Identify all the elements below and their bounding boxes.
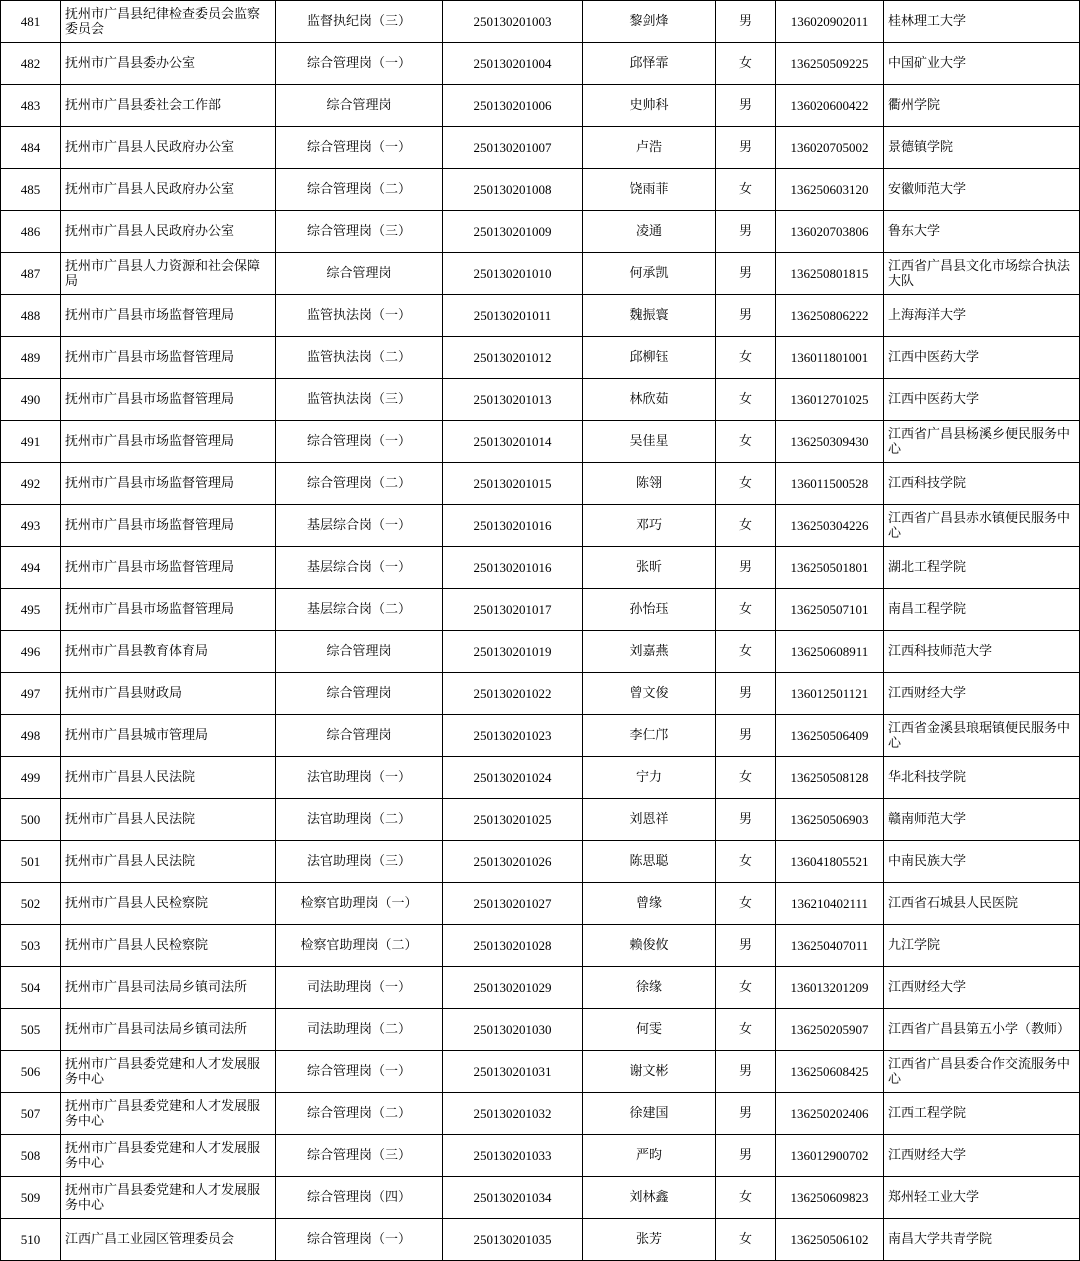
cell-candidate-name: 何承凯: [583, 253, 716, 295]
cell-position: 综合管理岗（二）: [276, 463, 443, 505]
cell-gender: 女: [716, 967, 776, 1009]
cell-serial-number: 501: [1, 841, 61, 883]
cell-position: 综合管理岗（一）: [276, 421, 443, 463]
table-row: [1, 799, 1080, 841]
cell-employing-unit: 江西广昌工业园区管理委员会: [61, 1219, 276, 1261]
cell-gender: 女: [716, 337, 776, 379]
cell-exam-number: 136250608425: [776, 1051, 884, 1093]
cell-exam-number: 136012501121: [776, 673, 884, 715]
table-row: [1, 421, 1080, 463]
cell-gender: 女: [716, 43, 776, 85]
cell-exam-number: 136012900702: [776, 1135, 884, 1177]
cell-gender: 男: [716, 1051, 776, 1093]
cell-candidate-name: 史帅科: [583, 85, 716, 127]
cell-candidate-name: 凌通: [583, 211, 716, 253]
cell-exam-number: 136020703806: [776, 211, 884, 253]
cell-position-code: 250130201028: [443, 925, 583, 967]
cell-position: 基层综合岗（一）: [276, 547, 443, 589]
cell-gender: 女: [716, 1219, 776, 1261]
cell-serial-number: 485: [1, 169, 61, 211]
table-row: [1, 295, 1080, 337]
cell-employing-unit: 抚州市广昌县人民检察院: [61, 925, 276, 967]
cell-candidate-name: 刘恩祥: [583, 799, 716, 841]
cell-candidate-name: 刘林鑫: [583, 1177, 716, 1219]
cell-candidate-name: 严昀: [583, 1135, 716, 1177]
cell-candidate-name: 邱怿霏: [583, 43, 716, 85]
cell-position: 监管执法岗（二）: [276, 337, 443, 379]
cell-serial-number: 482: [1, 43, 61, 85]
cell-candidate-name: 张芳: [583, 1219, 716, 1261]
cell-gender: 男: [716, 715, 776, 757]
cell-employing-unit: 抚州市广昌县市场监督管理局: [61, 463, 276, 505]
cell-exam-number: 136020600422: [776, 85, 884, 127]
cell-position-code: 250130201014: [443, 421, 583, 463]
cell-position: 法官助理岗（三）: [276, 841, 443, 883]
cell-school-or-workplace: 江西财经大学: [884, 1135, 1080, 1177]
cell-exam-number: 136041805521: [776, 841, 884, 883]
cell-candidate-name: 徐建国: [583, 1093, 716, 1135]
cell-exam-number: 136020705002: [776, 127, 884, 169]
cell-school-or-workplace: 郑州轻工业大学: [884, 1177, 1080, 1219]
cell-position-code: 250130201031: [443, 1051, 583, 1093]
cell-candidate-name: 谢文彬: [583, 1051, 716, 1093]
cell-gender: 男: [716, 1135, 776, 1177]
cell-school-or-workplace: 上海海洋大学: [884, 295, 1080, 337]
table-row: [1, 1135, 1080, 1177]
table-row: [1, 43, 1080, 85]
cell-employing-unit: 抚州市广昌县人力资源和社会保障局: [61, 253, 276, 295]
cell-employing-unit: 抚州市广昌县人民政府办公室: [61, 211, 276, 253]
cell-serial-number: 505: [1, 1009, 61, 1051]
cell-serial-number: 509: [1, 1177, 61, 1219]
cell-exam-number: 136250508128: [776, 757, 884, 799]
cell-position: 检察官助理岗（一）: [276, 883, 443, 925]
cell-employing-unit: 抚州市广昌县人民政府办公室: [61, 127, 276, 169]
cell-candidate-name: 何雯: [583, 1009, 716, 1051]
cell-employing-unit: 抚州市广昌县人民政府办公室: [61, 169, 276, 211]
cell-position: 监管执法岗（一）: [276, 295, 443, 337]
cell-school-or-workplace: 江西财经大学: [884, 673, 1080, 715]
cell-school-or-workplace: 鲁东大学: [884, 211, 1080, 253]
cell-gender: 女: [716, 421, 776, 463]
cell-position-code: 250130201003: [443, 1, 583, 43]
cell-employing-unit: 抚州市广昌县市场监督管理局: [61, 295, 276, 337]
cell-candidate-name: 刘嘉燕: [583, 631, 716, 673]
cell-school-or-workplace: 江西工程学院: [884, 1093, 1080, 1135]
cell-exam-number: 136250202406: [776, 1093, 884, 1135]
cell-position-code: 250130201016: [443, 505, 583, 547]
cell-gender: 男: [716, 295, 776, 337]
cell-employing-unit: 抚州市广昌县城市管理局: [61, 715, 276, 757]
cell-serial-number: 499: [1, 757, 61, 799]
cell-candidate-name: 曾文俊: [583, 673, 716, 715]
table-row: [1, 673, 1080, 715]
cell-school-or-workplace: 南昌大学共青学院: [884, 1219, 1080, 1261]
cell-employing-unit: 抚州市广昌县人民法院: [61, 757, 276, 799]
cell-employing-unit: 抚州市广昌县人民检察院: [61, 883, 276, 925]
table-row: [1, 211, 1080, 253]
cell-gender: 女: [716, 379, 776, 421]
table-row: [1, 967, 1080, 1009]
cell-candidate-name: 曾缘: [583, 883, 716, 925]
cell-candidate-name: 陈翎: [583, 463, 716, 505]
cell-exam-number: 136011500528: [776, 463, 884, 505]
cell-position: 综合管理岗（一）: [276, 43, 443, 85]
cell-position: 综合管理岗: [276, 673, 443, 715]
cell-position-code: 250130201029: [443, 967, 583, 1009]
cell-school-or-workplace: 湖北工程学院: [884, 547, 1080, 589]
cell-position: 综合管理岗（一）: [276, 1219, 443, 1261]
table-row: [1, 1051, 1080, 1093]
cell-position-code: 250130201023: [443, 715, 583, 757]
cell-school-or-workplace: 江西中医药大学: [884, 379, 1080, 421]
cell-school-or-workplace: 中国矿业大学: [884, 43, 1080, 85]
cell-employing-unit: 抚州市广昌县市场监督管理局: [61, 421, 276, 463]
cell-position-code: 250130201019: [443, 631, 583, 673]
cell-gender: 男: [716, 1, 776, 43]
cell-position-code: 250130201022: [443, 673, 583, 715]
cell-exam-number: 136250608911: [776, 631, 884, 673]
cell-position-code: 250130201015: [443, 463, 583, 505]
table-row: [1, 505, 1080, 547]
cell-position-code: 250130201035: [443, 1219, 583, 1261]
cell-position: 基层综合岗（一）: [276, 505, 443, 547]
cell-candidate-name: 邱柳钰: [583, 337, 716, 379]
cell-position-code: 250130201012: [443, 337, 583, 379]
cell-exam-number: 136250309430: [776, 421, 884, 463]
cell-school-or-workplace: 江西科技学院: [884, 463, 1080, 505]
table-row: [1, 85, 1080, 127]
cell-school-or-workplace: 江西省广昌县赤水镇便民服务中心: [884, 505, 1080, 547]
cell-gender: 女: [716, 883, 776, 925]
cell-position: 综合管理岗（四）: [276, 1177, 443, 1219]
table-row: [1, 631, 1080, 673]
cell-serial-number: 483: [1, 85, 61, 127]
cell-position: 综合管理岗（一）: [276, 127, 443, 169]
cell-candidate-name: 邓巧: [583, 505, 716, 547]
cell-position: 基层综合岗（二）: [276, 589, 443, 631]
cell-gender: 男: [716, 673, 776, 715]
cell-gender: 女: [716, 589, 776, 631]
table-row: [1, 715, 1080, 757]
cell-school-or-workplace: 安徽师范大学: [884, 169, 1080, 211]
cell-exam-number: 136020902011: [776, 1, 884, 43]
cell-position-code: 250130201006: [443, 85, 583, 127]
cell-position-code: 250130201009: [443, 211, 583, 253]
cell-serial-number: 486: [1, 211, 61, 253]
cell-school-or-workplace: 景德镇学院: [884, 127, 1080, 169]
table-row: [1, 463, 1080, 505]
cell-employing-unit: 抚州市广昌县教育体育局: [61, 631, 276, 673]
cell-serial-number: 484: [1, 127, 61, 169]
cell-candidate-name: 林欣茹: [583, 379, 716, 421]
cell-serial-number: 481: [1, 1, 61, 43]
cell-position-code: 250130201025: [443, 799, 583, 841]
cell-employing-unit: 抚州市广昌县市场监督管理局: [61, 505, 276, 547]
cell-position-code: 250130201033: [443, 1135, 583, 1177]
table-row: [1, 253, 1080, 295]
table-row: [1, 883, 1080, 925]
cell-position-code: 250130201024: [443, 757, 583, 799]
cell-gender: 男: [716, 925, 776, 967]
cell-position-code: 250130201017: [443, 589, 583, 631]
cell-position: 法官助理岗（二）: [276, 799, 443, 841]
cell-exam-number: 136250506102: [776, 1219, 884, 1261]
cell-exam-number: 136250806222: [776, 295, 884, 337]
cell-gender: 男: [716, 799, 776, 841]
table-row: [1, 127, 1080, 169]
cell-candidate-name: 陈思聪: [583, 841, 716, 883]
cell-candidate-name: 饶雨菲: [583, 169, 716, 211]
cell-position-code: 250130201010: [443, 253, 583, 295]
cell-serial-number: 492: [1, 463, 61, 505]
cell-candidate-name: 卢浩: [583, 127, 716, 169]
cell-gender: 女: [716, 169, 776, 211]
cell-gender: 女: [716, 463, 776, 505]
cell-position-code: 250130201016: [443, 547, 583, 589]
table-row: [1, 841, 1080, 883]
cell-gender: 女: [716, 631, 776, 673]
cell-position: 司法助理岗（一）: [276, 967, 443, 1009]
cell-serial-number: 491: [1, 421, 61, 463]
cell-employing-unit: 抚州市广昌县司法局乡镇司法所: [61, 1009, 276, 1051]
cell-employing-unit: 抚州市广昌县委党建和人才发展服务中心: [61, 1135, 276, 1177]
cell-employing-unit: 抚州市广昌县市场监督管理局: [61, 589, 276, 631]
cell-serial-number: 495: [1, 589, 61, 631]
cell-employing-unit: 抚州市广昌县纪律检查委员会监察委员会: [61, 1, 276, 43]
cell-school-or-workplace: 江西省广昌县文化市场综合执法大队: [884, 253, 1080, 295]
cell-position: 综合管理岗: [276, 631, 443, 673]
cell-exam-number: 136250509225: [776, 43, 884, 85]
cell-school-or-workplace: 江西省广昌县杨溪乡便民服务中心: [884, 421, 1080, 463]
cell-serial-number: 498: [1, 715, 61, 757]
cell-serial-number: 494: [1, 547, 61, 589]
cell-exam-number: 136250603120: [776, 169, 884, 211]
cell-exam-number: 136250506409: [776, 715, 884, 757]
cell-serial-number: 503: [1, 925, 61, 967]
cell-employing-unit: 抚州市广昌县市场监督管理局: [61, 337, 276, 379]
cell-position-code: 250130201007: [443, 127, 583, 169]
cell-serial-number: 488: [1, 295, 61, 337]
cell-position: 综合管理岗（一）: [276, 1051, 443, 1093]
cell-position: 综合管理岗: [276, 715, 443, 757]
cell-serial-number: 493: [1, 505, 61, 547]
cell-school-or-workplace: 江西省广昌县委合作交流服务中心: [884, 1051, 1080, 1093]
cell-employing-unit: 抚州市广昌县市场监督管理局: [61, 379, 276, 421]
cell-employing-unit: 抚州市广昌县委党建和人才发展服务中心: [61, 1051, 276, 1093]
cell-serial-number: 500: [1, 799, 61, 841]
cell-position: 监督执纪岗（三）: [276, 1, 443, 43]
table-row: [1, 1219, 1080, 1261]
cell-candidate-name: 吴佳星: [583, 421, 716, 463]
table-row: [1, 1, 1080, 43]
cell-exam-number: 136250507101: [776, 589, 884, 631]
cell-employing-unit: 抚州市广昌县人民法院: [61, 841, 276, 883]
cell-position: 法官助理岗（一）: [276, 757, 443, 799]
table-row: [1, 337, 1080, 379]
cell-position-code: 250130201008: [443, 169, 583, 211]
cell-exam-number: 136250304226: [776, 505, 884, 547]
cell-employing-unit: 抚州市广昌县委办公室: [61, 43, 276, 85]
cell-gender: 男: [716, 127, 776, 169]
cell-position-code: 250130201011: [443, 295, 583, 337]
cell-serial-number: 490: [1, 379, 61, 421]
roster-body: [1, 1, 1080, 1261]
cell-serial-number: 489: [1, 337, 61, 379]
cell-exam-number: 136250205907: [776, 1009, 884, 1051]
cell-school-or-workplace: 江西省金溪县琅琚镇便民服务中心: [884, 715, 1080, 757]
cell-school-or-workplace: 江西省广昌县第五小学（教师）: [884, 1009, 1080, 1051]
cell-exam-number: 136011801001: [776, 337, 884, 379]
cell-school-or-workplace: 桂林理工大学: [884, 1, 1080, 43]
cell-gender: 男: [716, 85, 776, 127]
cell-position: 综合管理岗（二）: [276, 1093, 443, 1135]
cell-position: 检察官助理岗（二）: [276, 925, 443, 967]
cell-exam-number: 136250501801: [776, 547, 884, 589]
cell-serial-number: 502: [1, 883, 61, 925]
cell-exam-number: 136210402111: [776, 883, 884, 925]
cell-exam-number: 136250407011: [776, 925, 884, 967]
cell-serial-number: 507: [1, 1093, 61, 1135]
table-row: [1, 757, 1080, 799]
cell-serial-number: 487: [1, 253, 61, 295]
table-row: [1, 169, 1080, 211]
cell-position: 综合管理岗（二）: [276, 169, 443, 211]
cell-candidate-name: 赖俊攸: [583, 925, 716, 967]
cell-exam-number: 136250609823: [776, 1177, 884, 1219]
cell-employing-unit: 抚州市广昌县财政局: [61, 673, 276, 715]
table-row: [1, 547, 1080, 589]
cell-serial-number: 496: [1, 631, 61, 673]
cell-candidate-name: 徐缘: [583, 967, 716, 1009]
table-row: [1, 925, 1080, 967]
cell-exam-number: 136250801815: [776, 253, 884, 295]
cell-exam-number: 136013201209: [776, 967, 884, 1009]
cell-school-or-workplace: 江西财经大学: [884, 967, 1080, 1009]
cell-employing-unit: 抚州市广昌县委党建和人才发展服务中心: [61, 1177, 276, 1219]
cell-school-or-workplace: 赣南师范大学: [884, 799, 1080, 841]
cell-school-or-workplace: 江西省石城县人民医院: [884, 883, 1080, 925]
cell-employing-unit: 抚州市广昌县委社会工作部: [61, 85, 276, 127]
cell-candidate-name: 李仁邝: [583, 715, 716, 757]
cell-position-code: 250130201034: [443, 1177, 583, 1219]
cell-employing-unit: 抚州市广昌县委党建和人才发展服务中心: [61, 1093, 276, 1135]
cell-position-code: 250130201026: [443, 841, 583, 883]
table-row: [1, 1177, 1080, 1219]
table-row: [1, 589, 1080, 631]
cell-candidate-name: 黎剑烽: [583, 1, 716, 43]
cell-school-or-workplace: 九江学院: [884, 925, 1080, 967]
cell-school-or-workplace: 中南民族大学: [884, 841, 1080, 883]
cell-position-code: 250130201027: [443, 883, 583, 925]
cell-position: 综合管理岗: [276, 253, 443, 295]
cell-exam-number: 136012701025: [776, 379, 884, 421]
table-row: [1, 1093, 1080, 1135]
cell-position: 综合管理岗（三）: [276, 211, 443, 253]
cell-gender: 男: [716, 547, 776, 589]
cell-position: 司法助理岗（二）: [276, 1009, 443, 1051]
cell-candidate-name: 孙怡珏: [583, 589, 716, 631]
cell-position: 监管执法岗（三）: [276, 379, 443, 421]
cell-candidate-name: 魏振寰: [583, 295, 716, 337]
cell-school-or-workplace: 南昌工程学院: [884, 589, 1080, 631]
table-row: [1, 1009, 1080, 1051]
cell-gender: 女: [716, 505, 776, 547]
cell-school-or-workplace: 江西中医药大学: [884, 337, 1080, 379]
cell-gender: 男: [716, 253, 776, 295]
cell-serial-number: 508: [1, 1135, 61, 1177]
cell-gender: 男: [716, 211, 776, 253]
cell-serial-number: 510: [1, 1219, 61, 1261]
cell-candidate-name: 张昕: [583, 547, 716, 589]
cell-position-code: 250130201004: [443, 43, 583, 85]
cell-position-code: 250130201013: [443, 379, 583, 421]
cell-employing-unit: 抚州市广昌县市场监督管理局: [61, 547, 276, 589]
cell-school-or-workplace: 衢州学院: [884, 85, 1080, 127]
cell-candidate-name: 宁力: [583, 757, 716, 799]
cell-gender: 男: [716, 1093, 776, 1135]
cell-position-code: 250130201032: [443, 1093, 583, 1135]
cell-position-code: 250130201030: [443, 1009, 583, 1051]
cell-gender: 女: [716, 1009, 776, 1051]
cell-school-or-workplace: 华北科技学院: [884, 757, 1080, 799]
cell-position: 综合管理岗（三）: [276, 1135, 443, 1177]
cell-employing-unit: 抚州市广昌县司法局乡镇司法所: [61, 967, 276, 1009]
cell-position: 综合管理岗: [276, 85, 443, 127]
cell-gender: 女: [716, 757, 776, 799]
cell-serial-number: 497: [1, 673, 61, 715]
cell-gender: 女: [716, 1177, 776, 1219]
cell-serial-number: 506: [1, 1051, 61, 1093]
cell-serial-number: 504: [1, 967, 61, 1009]
cell-school-or-workplace: 江西科技师范大学: [884, 631, 1080, 673]
table-row: [1, 379, 1080, 421]
cell-exam-number: 136250506903: [776, 799, 884, 841]
cell-employing-unit: 抚州市广昌县人民法院: [61, 799, 276, 841]
cell-gender: 女: [716, 841, 776, 883]
